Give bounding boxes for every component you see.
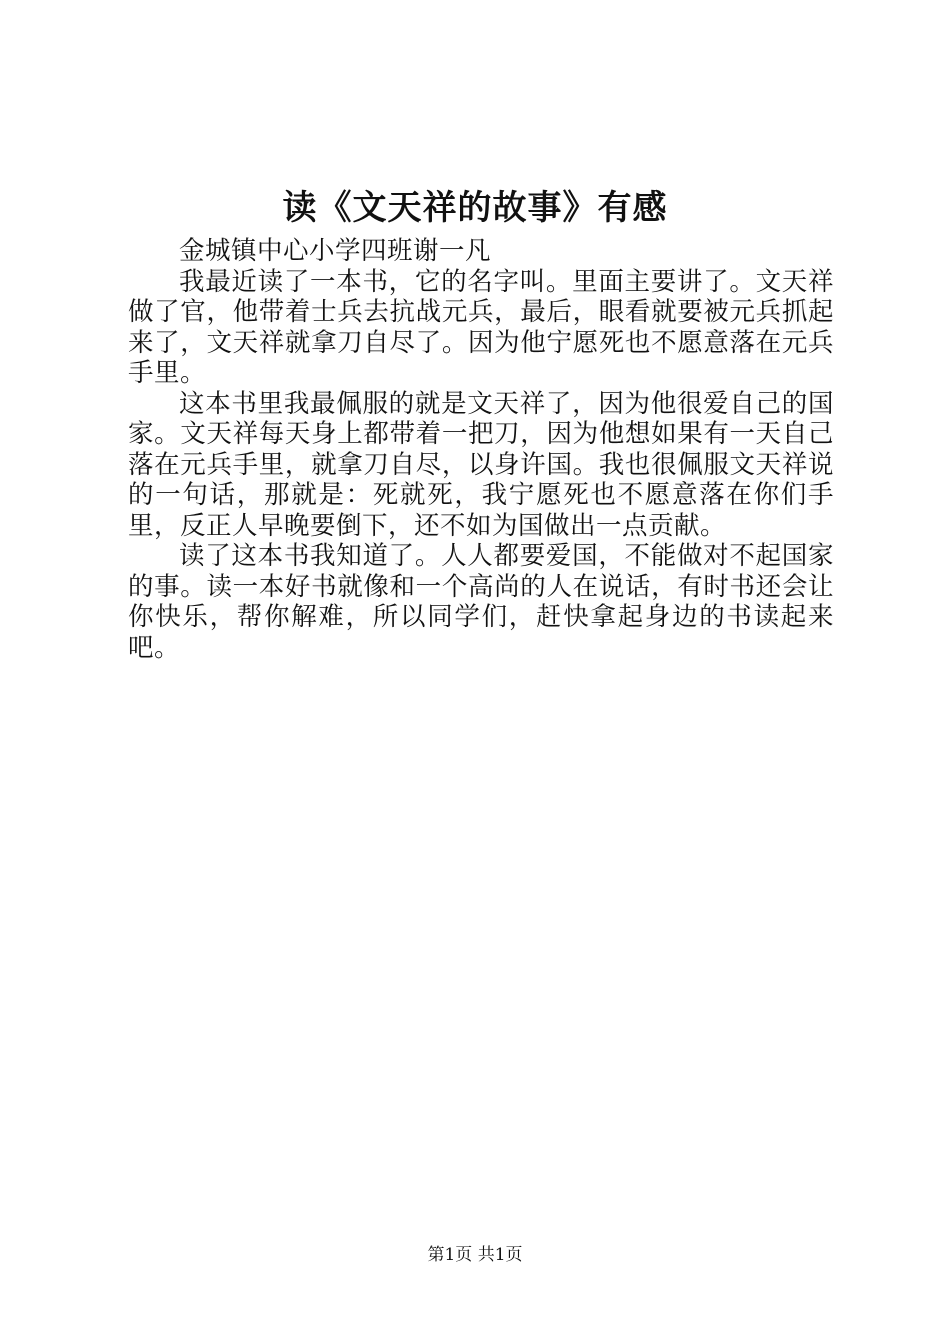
paragraph-1: 我最近读了一本书，它的名字叫。里面主要讲了。文天祥做了官，他带着士兵去抗战元兵，最后，眼看就要被元兵抓起来了，文天祥就拿刀自尽了。因为他宁愿死也不愿意落在元兵手里。: [128, 266, 834, 388]
paragraph-2: 这本书里我最佩服的就是文天祥了，因为他很爱自己的国家。文天祥每天身上都带着一把刀，因为他想如果有一天自己落在元兵手里，就拿刀自尽，以身许国。我也很佩服文天祥说的一句话，那就是：死就死，我宁愿死也不愿意落在你们手里，反正人早晚要倒下，还不如为国做出一点贡献。: [128, 388, 834, 541]
page-footer: 第1页 共1页: [427, 1245, 523, 1265]
author-line: 金城镇中心小学四班谢一凡: [179, 236, 492, 266]
paragraph-3: 读了这本书我知道了。人人都要爱国，不能做对不起国家的事。读一本好书就像和一个高尚的人在说话，有时书还会让你快乐，帮你解难，所以同学们，赶快拿起身边的书读起来吧。: [128, 541, 834, 663]
document-body: [128, 236, 834, 663]
document-title: 读《文天祥的故事》有感: [282, 188, 668, 228]
